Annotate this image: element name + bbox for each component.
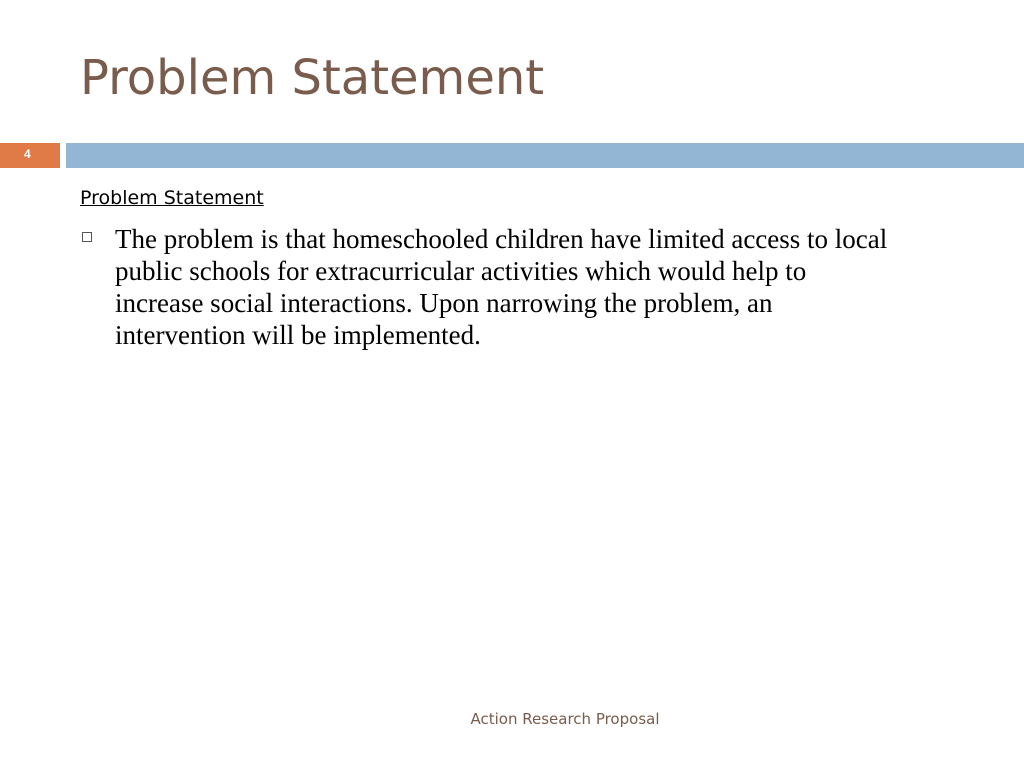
accent-bar — [66, 143, 1024, 168]
slide-number-bar — [0, 143, 60, 168]
subheading: Problem Statement — [80, 187, 264, 209]
slide-number: 4 — [24, 147, 31, 161]
slide-title: Problem Statement — [80, 50, 545, 106]
footer-text: Action Research Proposal — [470, 710, 660, 728]
bullet-item — [80, 223, 980, 351]
hollow-square-bullet-icon — [82, 232, 92, 242]
bullet-text: The problem is that homeschooled children have limited access to local public schools for extracurricular activities which would help to increase social interactions. Upon narrowing the problem, an intervention will be implemented. — [115, 224, 888, 350]
